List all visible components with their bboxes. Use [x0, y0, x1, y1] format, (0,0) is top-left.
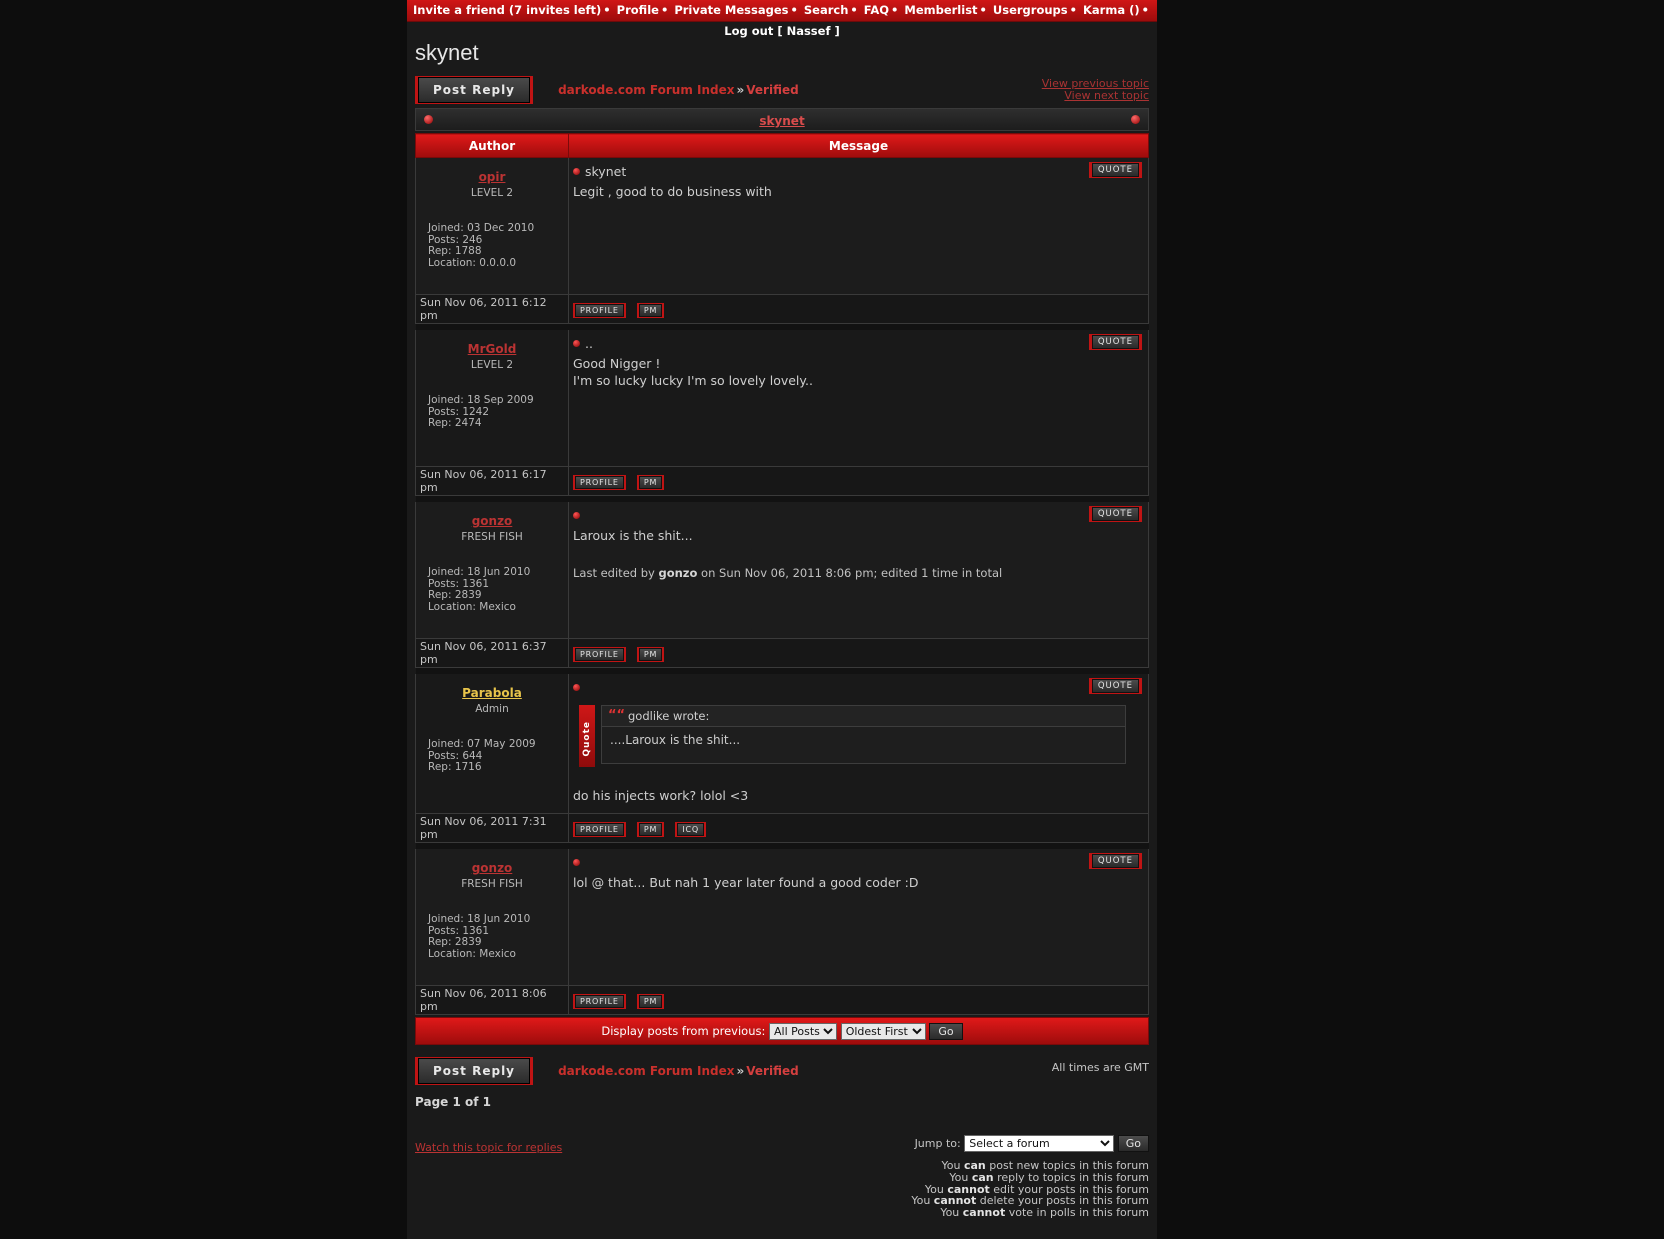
post-footer-row: [416, 814, 1149, 843]
permission-modal: cannot: [962, 1206, 1006, 1220]
edit-note-user: gonzo: [658, 566, 698, 580]
post-subject-text: ..: [585, 336, 593, 351]
post-action-buttons: [569, 814, 1149, 843]
post-body: do his injects work? lolol <3: [573, 788, 749, 803]
bullet-icon-right: [1131, 115, 1140, 124]
author-meta: [428, 739, 564, 774]
post-action-buttons: [569, 467, 1149, 496]
profile-button[interactable]: [573, 994, 626, 1009]
topic-title-link[interactable]: skynet: [759, 114, 805, 128]
nav-separator: •: [603, 3, 611, 17]
nav-separator: •: [1069, 3, 1077, 17]
edit-note-prefix: Last edited by: [573, 566, 659, 580]
quote-button-label: QUOTE: [1092, 679, 1139, 693]
table-row: [416, 674, 1149, 814]
posts-table-header: [416, 134, 1149, 158]
table-row: [416, 158, 1149, 295]
profile-button[interactable]: [573, 822, 626, 837]
nav-usergroups[interactable]: Usergroups: [992, 3, 1068, 17]
nav-private-messages[interactable]: Private Messages: [674, 3, 789, 17]
author-name-link[interactable]: MrGold: [467, 342, 517, 356]
quote-sidebar-text: Quote: [582, 721, 592, 757]
post-edit-note: [573, 566, 1140, 580]
permission-modal: can: [963, 1159, 986, 1172]
post-author-cell: [416, 849, 569, 986]
quote-author-text: godlike wrote:: [628, 709, 710, 723]
post-date: Sun Nov 06, 2011 6:37 pm: [416, 639, 569, 668]
watch-topic-link[interactable]: Watch this topic for replies: [415, 1141, 563, 1154]
author-joined: Joined: 03 Dec 2010: [428, 222, 535, 234]
post-reply-button-wrap-top[interactable]: [415, 76, 533, 104]
view-previous-topic-link[interactable]: View previous topic: [1041, 77, 1149, 90]
page-title: skynet: [415, 40, 479, 65]
permission-modal: cannot: [933, 1194, 977, 1208]
permission-row: [407, 1207, 1149, 1219]
author-joined: Joined: 18 Jun 2010: [428, 913, 531, 925]
column-header-author: Author: [416, 134, 569, 158]
permission-prefix: You: [941, 1159, 964, 1172]
pm-button[interactable]: [637, 647, 664, 662]
pm-button-label: PM: [639, 823, 662, 836]
top-navigation-bar: [407, 0, 1157, 38]
pm-button-label: PM: [639, 304, 662, 317]
profile-button-label: PROFILE: [575, 823, 624, 836]
author-joined: Joined: 18 Sep 2009: [428, 394, 534, 406]
post-action-buttons: [569, 986, 1149, 1015]
post-reply-button-top[interactable]: Post Reply: [418, 77, 530, 103]
post-signature: I'm so lucky lucky I'm so lovely lovely..: [573, 373, 813, 388]
lower-section: [407, 1135, 1157, 1239]
forum-page: [407, 0, 1157, 1239]
quote-button-label: QUOTE: [1092, 335, 1139, 349]
author-meta: [428, 223, 564, 269]
permission-suffix: vote in polls in this forum: [1005, 1206, 1149, 1220]
post-subject: [573, 164, 1140, 179]
topic-toolbar-top: [407, 76, 1157, 108]
post-bullet-icon: [573, 859, 580, 866]
forum-permissions: [407, 1154, 1157, 1239]
pm-button-label: PM: [639, 648, 662, 661]
pm-button-label: PM: [639, 995, 662, 1008]
post-author-cell: [416, 330, 569, 467]
profile-button-label: PROFILE: [575, 995, 624, 1008]
post-author-cell: [416, 158, 569, 295]
post-date: Sun Nov 06, 2011 8:06 pm: [416, 986, 569, 1015]
author-name-link[interactable]: gonzo: [471, 514, 513, 528]
permission-prefix: You: [924, 1182, 948, 1196]
post-body: Legit , good to do business with: [573, 184, 772, 199]
post-action-buttons: [569, 295, 1149, 324]
nav-separator: •: [979, 3, 987, 17]
author-rep: Rep: 1788: [428, 245, 482, 258]
pm-button[interactable]: [637, 994, 664, 1009]
quote-button[interactable]: [1089, 853, 1142, 869]
breadcrumb-verified[interactable]: Verified: [746, 83, 799, 97]
post-date: Sun Nov 06, 2011 6:12 pm: [416, 295, 569, 324]
profile-button-label: PROFILE: [575, 304, 624, 317]
author-meta: [428, 914, 564, 960]
profile-button-label: PROFILE: [575, 648, 624, 661]
display-range-select[interactable]: [769, 1023, 837, 1040]
post-message-cell: [569, 849, 1149, 986]
quote-body: ....Laroux is the shit...: [601, 727, 1126, 764]
display-posts-label: Display posts from previous:: [601, 1024, 766, 1038]
post-subject: [573, 508, 1140, 523]
jump-to-select[interactable]: [964, 1135, 1114, 1152]
post-footer-row: [416, 986, 1149, 1015]
author-joined: Joined: 18 Jun 2010: [428, 566, 531, 578]
breadcrumb-forum-index-bottom[interactable]: darkode.com Forum Index: [558, 1064, 735, 1078]
post-action-buttons: [569, 639, 1149, 668]
display-posts-bar: [415, 1017, 1149, 1045]
nav-separator: •: [790, 3, 798, 17]
post-footer-row: [416, 467, 1149, 496]
author-rank: FRESH FISH: [461, 878, 523, 890]
breadcrumb-top: [558, 83, 799, 97]
permission-suffix: edit your posts in this forum: [989, 1182, 1149, 1196]
post-bullet-icon: [573, 684, 580, 691]
breadcrumb-bottom: [558, 1064, 799, 1078]
display-sort-select[interactable]: [841, 1023, 926, 1040]
profile-button[interactable]: [573, 647, 626, 662]
column-header-message: Message: [569, 134, 1149, 158]
posts-table: [415, 133, 1149, 1015]
author-rank: FRESH FISH: [461, 531, 523, 543]
author-name-link[interactable]: gonzo: [471, 861, 513, 875]
post-subject: [573, 855, 1140, 870]
pm-button[interactable]: [637, 822, 664, 837]
profile-button-label: PROFILE: [575, 476, 624, 489]
author-rep: Rep: 2839: [428, 589, 482, 602]
author-location: Location: 0.0.0.0: [428, 256, 517, 269]
post-reply-button-wrap-bottom[interactable]: [415, 1057, 533, 1085]
permission-prefix: You: [940, 1206, 963, 1220]
permission-modal: cannot: [947, 1182, 990, 1196]
breadcrumb-arrow: »: [736, 83, 745, 97]
view-next-topic-link[interactable]: View next topic: [1064, 89, 1149, 102]
permission-modal: can: [971, 1170, 994, 1184]
author-meta: [428, 395, 564, 430]
profile-button[interactable]: [573, 475, 626, 490]
post-message-cell: [569, 330, 1149, 467]
permission-prefix: You: [911, 1194, 934, 1208]
author-posts: Posts: 644: [428, 749, 483, 762]
post-message-cell: [569, 502, 1149, 639]
author-rep: Rep: 2839: [428, 936, 482, 949]
quote-header: [601, 705, 1126, 727]
quote-button-label: QUOTE: [1092, 507, 1139, 521]
author-rank: LEVEL 2: [470, 187, 514, 199]
author-location: Location: Mexico: [428, 947, 516, 960]
breadcrumb-forum-index[interactable]: darkode.com Forum Index: [558, 83, 735, 97]
nav-faq[interactable]: FAQ: [863, 3, 889, 17]
post-body: lol @ that... But nah 1 year later found a good coder :D: [573, 875, 919, 890]
post-message-cell: [569, 158, 1149, 295]
pm-button-label: PM: [639, 476, 662, 489]
author-rank: LEVEL 2: [470, 359, 514, 371]
breadcrumb-arrow-bottom: »: [736, 1064, 745, 1078]
topic-toolbar-bottom: [407, 1045, 1157, 1089]
nav-karma[interactable]: Karma (): [1083, 3, 1140, 17]
post-body: Laroux is the shit...: [573, 528, 693, 543]
profile-button[interactable]: [573, 303, 626, 318]
post-footer-row: [416, 639, 1149, 668]
post-bullet-icon: [573, 512, 580, 519]
post-bullet-icon: [573, 340, 580, 347]
quote-button[interactable]: [1089, 506, 1142, 522]
author-joined: Joined: 07 May 2009: [428, 738, 536, 750]
post-footer-row: [416, 295, 1149, 324]
author-rank: Admin: [475, 703, 509, 715]
table-row: [416, 330, 1149, 467]
nav-logout[interactable]: Log out [ Nassef ]: [724, 24, 840, 38]
author-meta: [428, 567, 564, 613]
nav-profile[interactable]: Profile: [616, 3, 659, 17]
nav-separator: •: [660, 3, 669, 17]
quote-button[interactable]: [1089, 678, 1142, 694]
author-rep: Rep: 1716: [428, 761, 482, 774]
nav-memberlist[interactable]: Memberlist: [904, 3, 978, 17]
author-name-link[interactable]: opir: [478, 170, 506, 184]
table-row: [416, 502, 1149, 639]
author-name-link[interactable]: Parabola: [462, 686, 522, 700]
post-message-cell: [569, 674, 1149, 814]
nav-separator: •: [850, 3, 858, 17]
quote-sidebar-label: [579, 705, 595, 767]
table-row: [416, 849, 1149, 986]
permission-prefix: You: [949, 1170, 972, 1184]
post-date: Sun Nov 06, 2011 7:31 pm: [416, 814, 569, 843]
all-times-label: All times are GMT: [1051, 1061, 1149, 1074]
pm-button[interactable]: [637, 303, 664, 318]
author-posts: Posts: 246: [428, 233, 483, 246]
pm-button[interactable]: [637, 475, 664, 490]
nav-search[interactable]: Search: [803, 3, 849, 17]
post-date: Sun Nov 06, 2011 6:17 pm: [416, 467, 569, 496]
post-subject-text: skynet: [585, 164, 627, 179]
topic-title-band: [415, 108, 1149, 131]
post-author-cell: [416, 502, 569, 639]
edit-note-suffix: on Sun Nov 06, 2011 8:06 pm; edited 1 time in total: [697, 566, 1003, 580]
quote-mark-icon: ““: [608, 708, 626, 723]
author-posts: Posts: 1361: [428, 924, 490, 937]
post-author-cell: [416, 674, 569, 814]
author-posts: Posts: 1361: [428, 577, 490, 590]
breadcrumb-verified-bottom[interactable]: Verified: [746, 1064, 799, 1078]
jump-to-box: [915, 1135, 1149, 1152]
post-body: Good Nigger !: [573, 356, 661, 371]
quote-button-label: QUOTE: [1092, 854, 1139, 868]
nav-invite-a-friend[interactable]: Invite a friend (7 invites left): [413, 3, 602, 17]
permission-suffix: post new topics in this forum: [985, 1159, 1149, 1172]
post-reply-button-bottom[interactable]: Post Reply: [418, 1058, 530, 1084]
post-subject: [573, 336, 1140, 351]
nav-separator: •: [891, 3, 899, 17]
jump-to-go-button[interactable]: Go: [1118, 1135, 1149, 1152]
nav-separator: •: [1141, 3, 1149, 17]
post-bullet-icon: [573, 168, 580, 175]
display-go-button[interactable]: Go: [929, 1023, 962, 1040]
quoted-text-block: [582, 705, 1126, 764]
quote-button[interactable]: [1089, 334, 1142, 350]
bullet-icon-left: [424, 115, 433, 124]
author-posts: Posts: 1242: [428, 405, 490, 418]
permission-suffix: delete your posts in this forum: [976, 1194, 1149, 1208]
icq-button-label: ICQ: [677, 823, 704, 836]
author-rep: Rep: 2474: [428, 417, 482, 430]
author-location: Location: Mexico: [428, 600, 516, 613]
page-info: Page 1 of 1: [415, 1095, 491, 1109]
jump-to-label: Jump to:: [914, 1137, 961, 1150]
permission-suffix: reply to topics in this forum: [993, 1170, 1149, 1184]
topic-view-links: [1042, 78, 1149, 102]
quote-button[interactable]: [1089, 162, 1142, 178]
quote-button-label: QUOTE: [1092, 163, 1139, 177]
icq-button[interactable]: [675, 822, 706, 837]
post-subject: [573, 680, 1140, 695]
